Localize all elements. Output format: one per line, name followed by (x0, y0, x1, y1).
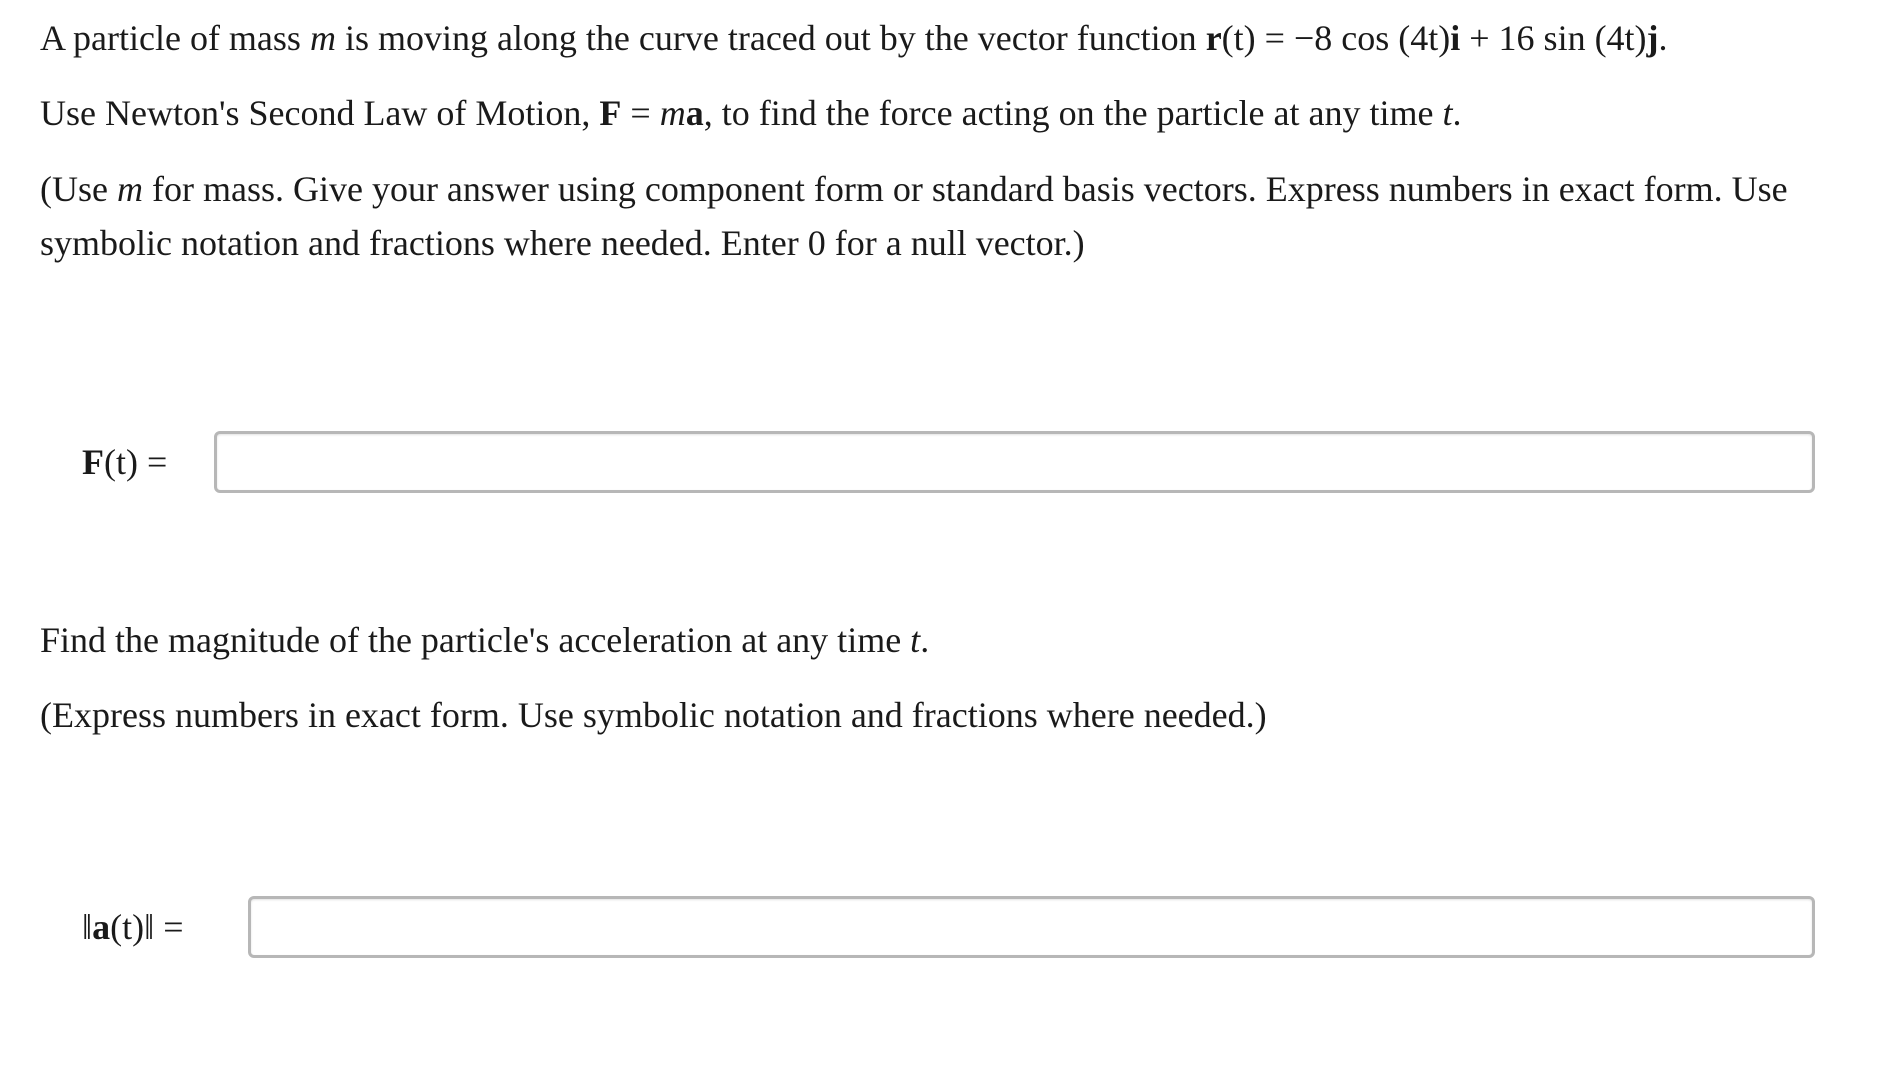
acceleration-symbol: a (92, 907, 111, 947)
instruction-text: (Use (40, 169, 117, 209)
j-basis-symbol: j (1646, 18, 1659, 58)
intro-text-2: is moving along the curve traced out by the vector function (335, 18, 1206, 58)
period: . (1658, 18, 1668, 58)
answer-format-instruction (40, 162, 1840, 270)
force-symbol: F (82, 442, 104, 482)
time-symbol: t (1442, 93, 1453, 133)
newton-text-2: , to find the force acting on the particle at any time (703, 93, 1443, 133)
force-field-label (82, 435, 167, 489)
equals-sign: = (621, 93, 660, 133)
mass-symbol: m (116, 169, 143, 209)
problem-statement (40, 11, 1668, 65)
newton-text: Use Newton's Second Law of Motion, (40, 93, 600, 133)
mass-symbol: m (659, 93, 686, 133)
newton-instruction (40, 86, 1461, 140)
r-equation: = −8 cos (4t) (1255, 18, 1451, 58)
magnitude-question-text: Find the magnitude of the particle's acceleration at any time (40, 620, 911, 660)
r-arg: (t) (1221, 18, 1256, 58)
magnitude-label-rest: (t)‖ = (110, 907, 184, 947)
instruction-text-2: for mass. Give your answer using component form or standard basis vectors. Express numbers in exact form. Use symbolic notation and fractions where needed. Enter 0 for a null vector.) (40, 169, 1788, 263)
force-symbol: F (599, 93, 622, 133)
i-basis-symbol: i (1450, 18, 1461, 58)
norm-open: ‖ (82, 907, 93, 947)
acceleration-symbol: a (685, 93, 704, 133)
force-answer-input[interactable] (214, 431, 1815, 493)
magnitude-answer-input[interactable] (248, 896, 1815, 958)
magnitude-field-label (82, 900, 184, 954)
period: . (920, 620, 930, 660)
magnitude-instruction (40, 688, 1267, 742)
magnitude-question (40, 613, 929, 667)
force-label-rest: (t) = (104, 442, 168, 482)
magnitude-instruction-text: (Express numbers in exact form. Use symbolic notation and fractions where needed.) (40, 695, 1267, 735)
r-equation-2: + 16 sin (4t) (1460, 18, 1647, 58)
intro-text: A particle of mass (40, 18, 310, 58)
period: . (1452, 93, 1462, 133)
time-symbol: t (910, 620, 921, 660)
mass-symbol: m (309, 18, 336, 58)
r-vector-symbol: r (1205, 18, 1222, 58)
